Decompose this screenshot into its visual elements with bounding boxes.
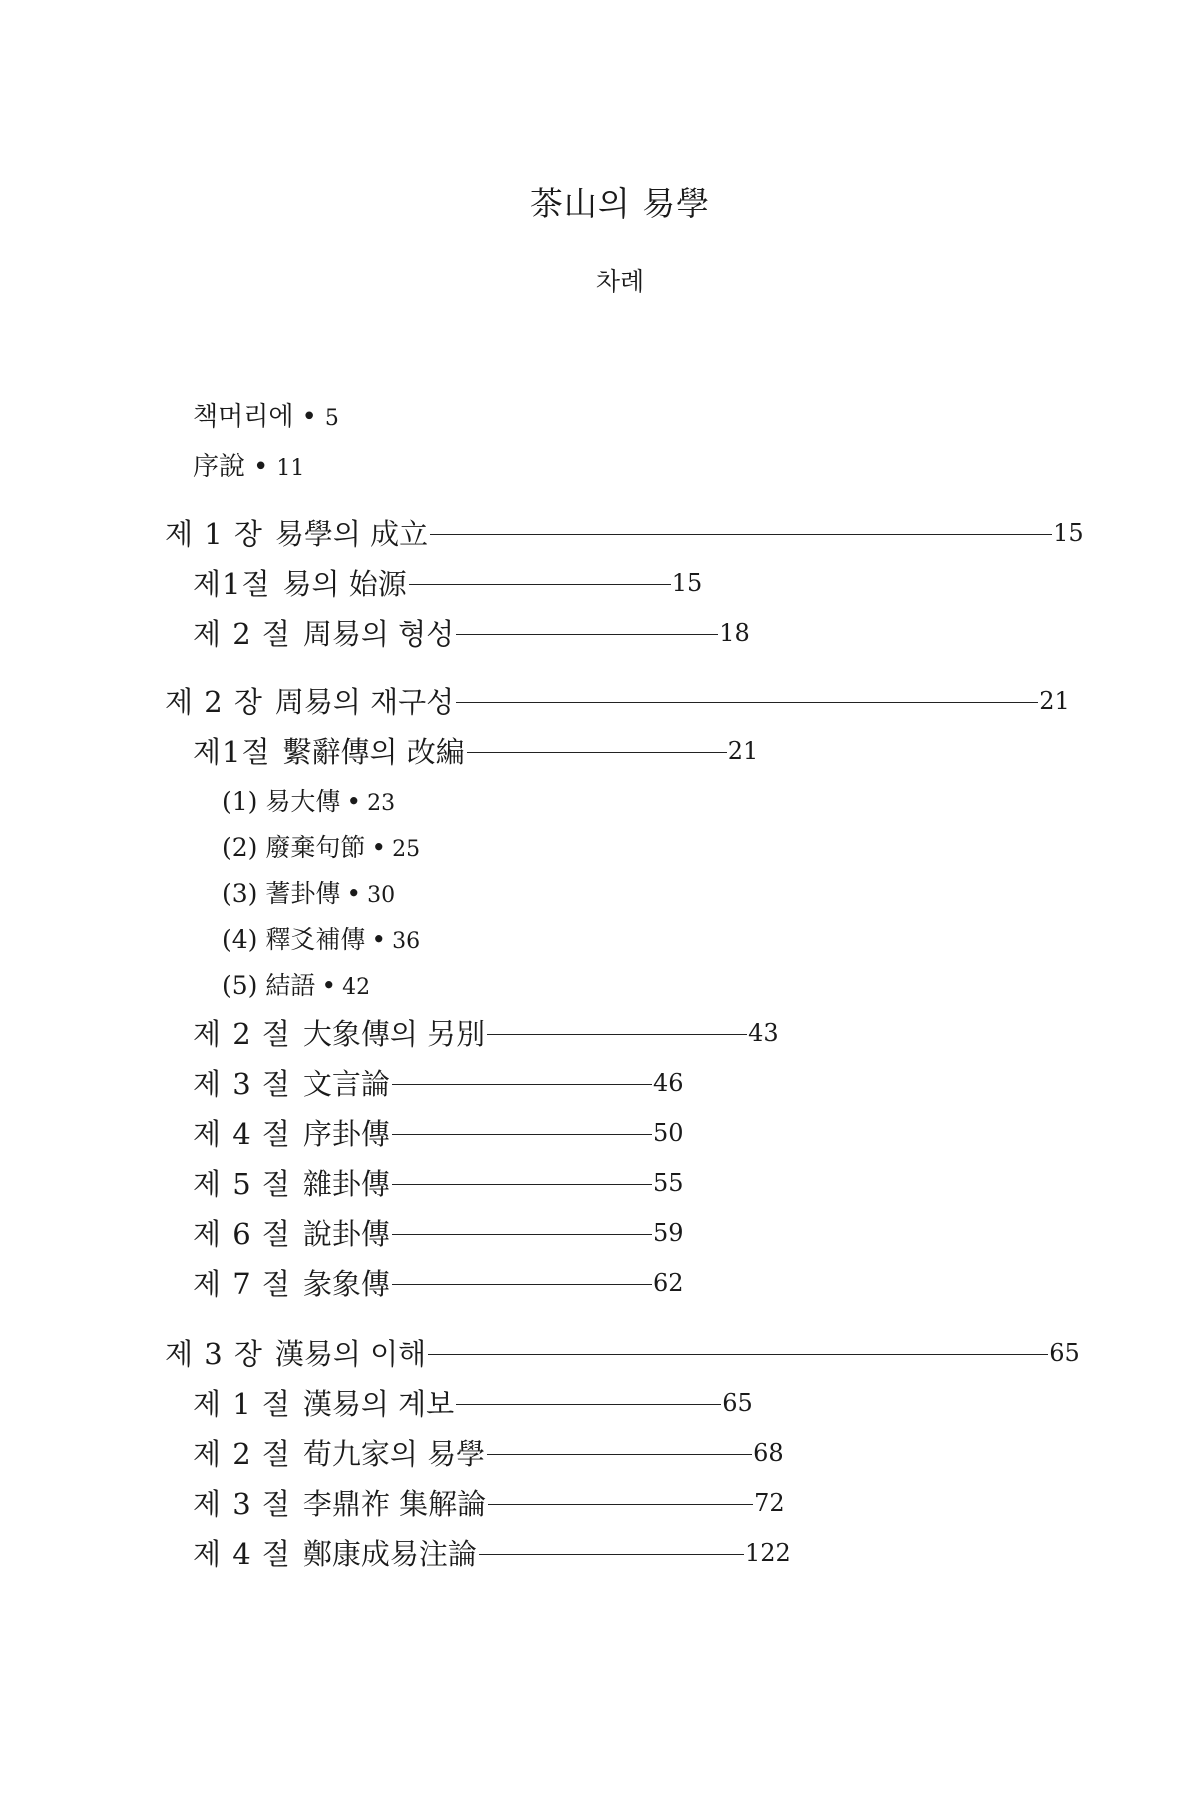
- toc-section-row: [193, 1532, 791, 1573]
- page-number: 21: [727, 736, 759, 765]
- section-label: 제 4 절: [193, 1117, 291, 1151]
- section-label: 제1절: [193, 567, 271, 601]
- toc-section-row: [193, 1262, 683, 1303]
- page-number: 62: [652, 1268, 684, 1297]
- section-title: 李鼎祚 集解論: [302, 1487, 487, 1521]
- section-label: 제 3 절: [193, 1067, 291, 1101]
- subsection-number: (5): [222, 971, 258, 1000]
- section-title: 雜卦傳: [302, 1167, 390, 1201]
- page-number: 15: [671, 568, 703, 597]
- page-number: 43: [748, 1018, 779, 1047]
- section-label: 제 1 절: [193, 1387, 291, 1421]
- section-title: 荀九家의 易學: [302, 1437, 486, 1471]
- subsection-number: (4): [222, 925, 258, 954]
- section-label: 제 5 절: [193, 1167, 291, 1201]
- page-number: 25: [392, 837, 421, 862]
- page-number: 65: [722, 1388, 753, 1417]
- chapter-label: 제 1 장: [165, 517, 263, 551]
- leader-line: [456, 634, 718, 635]
- section-label: 제 2 절: [193, 1437, 291, 1471]
- toc-subsection-row: [222, 966, 370, 1002]
- section-title: 周易의 형성: [302, 617, 455, 651]
- leader-line: [487, 1034, 747, 1035]
- section-label: 제 7 절: [193, 1267, 291, 1301]
- front-matter-title: 序說: [193, 452, 246, 482]
- toc-section-row: [193, 1382, 753, 1423]
- page-number: 30: [367, 883, 396, 908]
- page-number: 59: [652, 1218, 684, 1247]
- toc-section-row: [193, 1432, 784, 1473]
- front-matter-item: [193, 446, 304, 483]
- leader-line: [456, 1404, 721, 1405]
- toc-subsection-row: [222, 920, 420, 956]
- subsection-number: (1): [222, 787, 258, 816]
- leader-line: [428, 1354, 1048, 1355]
- leader-line: [467, 752, 727, 753]
- separator-dot: •: [371, 833, 387, 862]
- toc-subsection-row: [222, 782, 395, 818]
- page-number: 23: [367, 791, 396, 816]
- section-title: 易의 始源: [282, 567, 407, 601]
- subsection-number: (3): [222, 879, 258, 908]
- chapter-title: 周易의 재구성: [274, 685, 455, 719]
- page-number: 122: [744, 1538, 791, 1567]
- section-label: 제 6 절: [193, 1217, 291, 1251]
- leader-line: [392, 1134, 652, 1135]
- subsection-title: 釋爻補傳: [265, 925, 366, 954]
- separator-dot: •: [253, 452, 269, 482]
- section-label: 제 2 절: [193, 617, 291, 651]
- toc-chapter-row: [165, 512, 1084, 553]
- toc-section-row: [193, 1012, 779, 1053]
- page-number: 15: [1053, 518, 1084, 547]
- leader-line: [456, 702, 1038, 703]
- separator-dot: •: [346, 787, 362, 816]
- page-number: 50: [652, 1118, 684, 1147]
- section-title: 鄭康成易注論: [302, 1537, 477, 1571]
- subsection-title: 廢棄句節: [265, 833, 366, 862]
- section-label: 제 4 절: [193, 1537, 291, 1571]
- separator-dot: •: [346, 879, 362, 908]
- page-number: 18: [719, 618, 750, 647]
- page-number: 42: [342, 975, 371, 1000]
- leader-line: [392, 1184, 652, 1185]
- subsection-title: 易大傳: [265, 787, 341, 816]
- toc-section-row: [193, 1112, 683, 1153]
- section-title: 繫辭傳의 改編: [282, 735, 465, 769]
- leader-line: [487, 1454, 752, 1455]
- subsection-number: (2): [222, 833, 258, 862]
- toc-section-row: [193, 612, 750, 653]
- leader-line: [430, 534, 1052, 535]
- page-number: 65: [1049, 1338, 1080, 1367]
- page-number: 72: [754, 1488, 785, 1517]
- toc-section-row: [193, 562, 702, 603]
- section-title: 漢易의 계보: [302, 1387, 455, 1421]
- leader-line: [409, 584, 671, 585]
- page-number: 55: [652, 1168, 684, 1197]
- toc-section-row: [193, 1482, 785, 1523]
- toc-section-row: [193, 730, 758, 771]
- toc-chapter-row: [165, 1332, 1080, 1373]
- section-label: 제1절: [193, 735, 271, 769]
- page-number: 68: [753, 1438, 784, 1467]
- toc-section-row: [193, 1062, 683, 1103]
- leader-line: [392, 1284, 652, 1285]
- page-number: 11: [276, 456, 305, 481]
- subsection-title: 蓍卦傳: [265, 879, 341, 908]
- section-title: 文言論: [302, 1067, 390, 1101]
- separator-dot: •: [301, 402, 317, 432]
- page-number: 36: [392, 929, 421, 954]
- section-title: 彖象傳: [302, 1267, 390, 1301]
- chapter-label: 제 3 장: [165, 1337, 263, 1371]
- toc-subsection-row: [222, 828, 420, 864]
- separator-dot: •: [321, 971, 337, 1000]
- front-matter-item: [193, 396, 339, 433]
- separator-dot: •: [371, 925, 387, 954]
- section-label: 제 2 절: [193, 1017, 291, 1051]
- chapter-title: 漢易의 이해: [274, 1337, 427, 1371]
- section-label: 제 3 절: [193, 1487, 291, 1521]
- chapter-title: 易學의 成立: [274, 517, 429, 551]
- leader-line: [392, 1234, 652, 1235]
- toc-subsection-row: [222, 874, 395, 910]
- page-number: 21: [1039, 686, 1070, 715]
- leader-line: [488, 1504, 753, 1505]
- leader-line: [392, 1084, 652, 1085]
- toc-section-row: [193, 1162, 683, 1203]
- toc-section-row: [193, 1212, 683, 1253]
- subsection-title: 結語: [265, 971, 316, 1000]
- book-title: 茶山의 易學: [529, 184, 711, 223]
- leader-line: [479, 1554, 744, 1555]
- front-matter-title: 책머리에: [193, 402, 294, 432]
- section-title: 說卦傳: [302, 1217, 390, 1251]
- toc-chapter-row: [165, 680, 1070, 721]
- section-title: 大象傳의 另別: [302, 1017, 486, 1051]
- section-title: 序卦傳: [302, 1117, 390, 1151]
- page-number: 5: [324, 406, 339, 431]
- chapter-label: 제 2 장: [165, 685, 263, 719]
- toc-heading: 차례: [595, 267, 645, 296]
- page-number: 46: [652, 1068, 684, 1097]
